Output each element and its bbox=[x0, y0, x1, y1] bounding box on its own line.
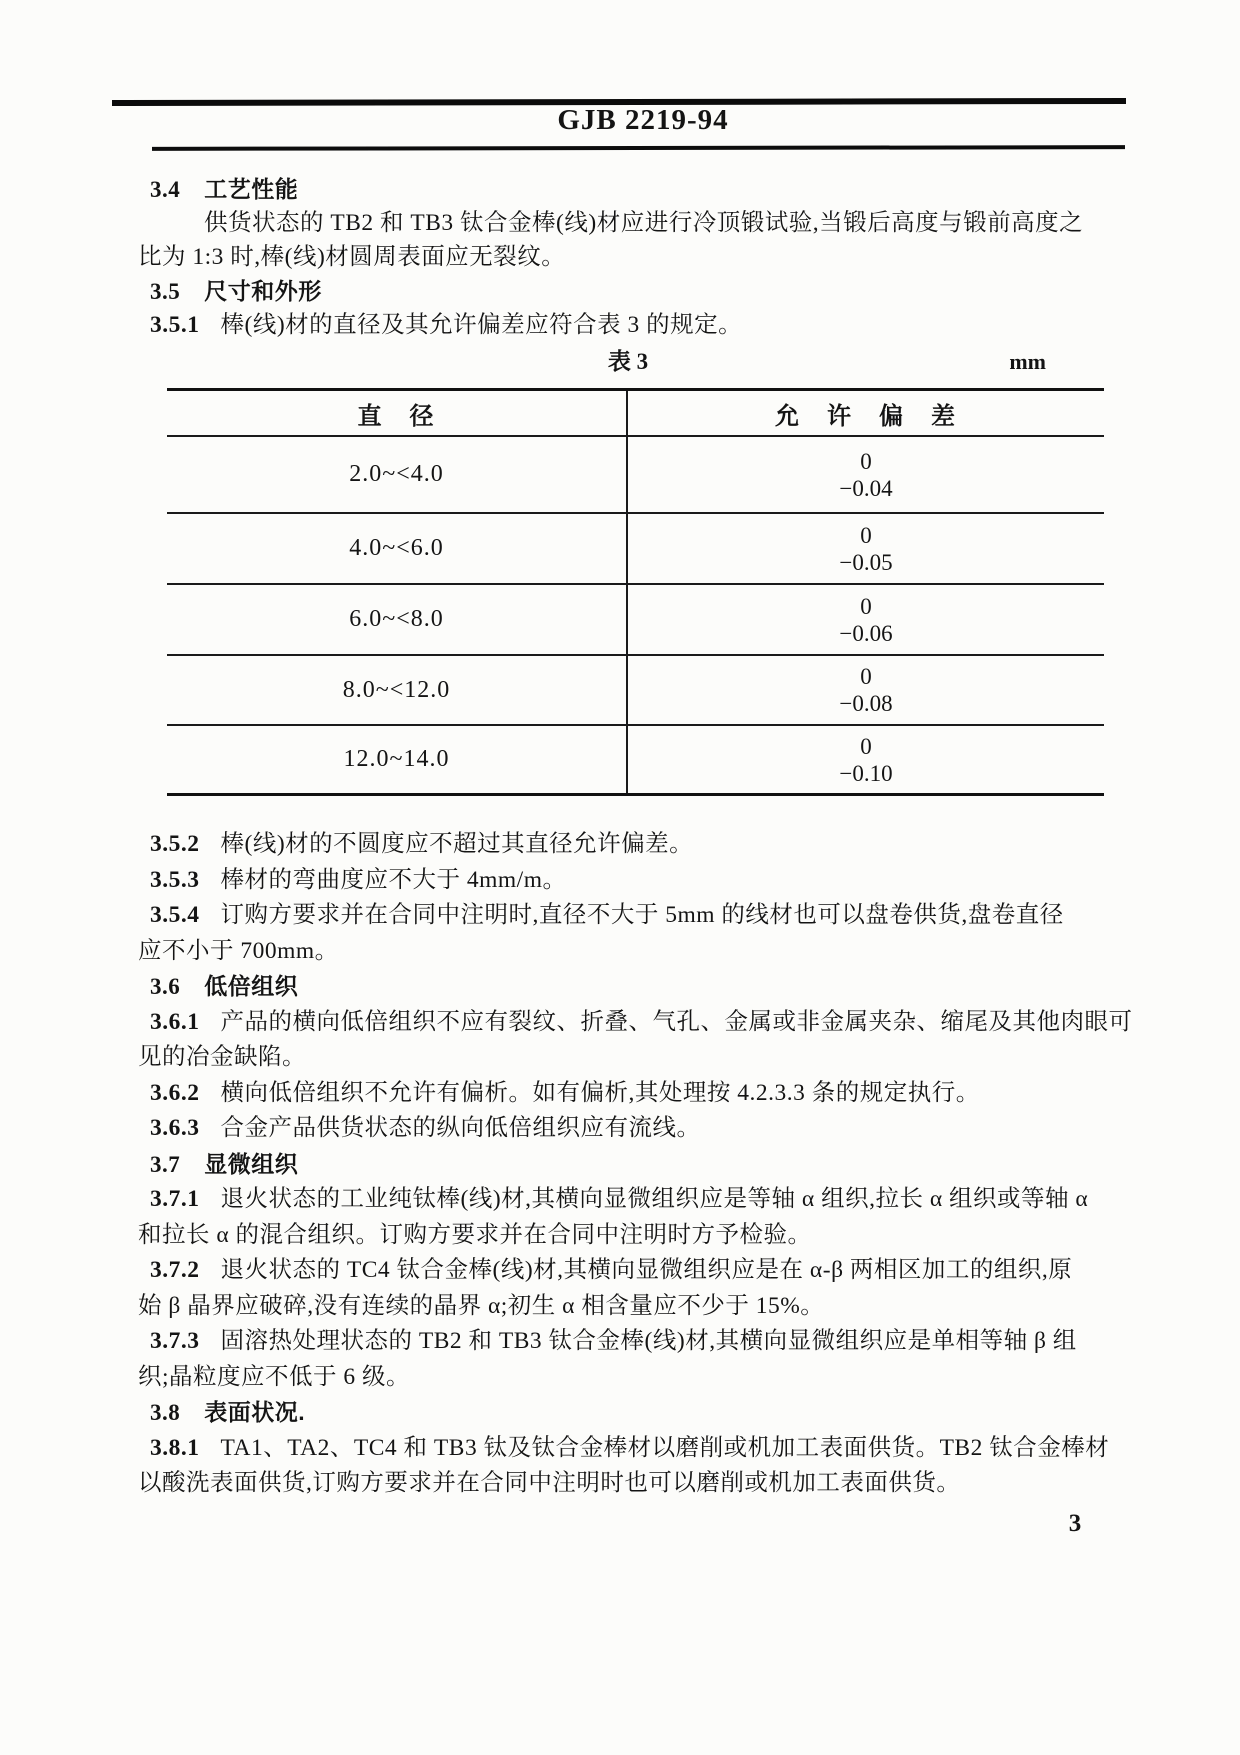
paragraph-text: 退火状态的 TC4 钛合金棒(线)材,其横向显微组织应是在 α-β 两相区加工的组织,原 bbox=[220, 1257, 1073, 1283]
paragraph-text: 见的冶金缺陷。 bbox=[138, 1044, 306, 1070]
page-number: 3 bbox=[1068, 1510, 1082, 1537]
paragraph-line bbox=[0, 1253, 1240, 1289]
doc-number: GJB 2219-94 bbox=[557, 104, 729, 136]
section-heading bbox=[0, 274, 1240, 308]
paragraph-text: 固溶热处理状态的 TB2 和 TB3 钛合金棒(线)材,其横向显微组织应是单相等轴 β 组 bbox=[220, 1328, 1077, 1354]
clause-number: 3.8.1 bbox=[150, 1434, 200, 1461]
paragraph-text: 横向低倍组织不允许有偏析。如有偏析,其处理按 4.2.3.3 条的规定执行。 bbox=[220, 1079, 980, 1106]
paragraph-line bbox=[0, 1289, 1240, 1325]
deviation-upper: 0 bbox=[860, 733, 872, 759]
section-title: 表面状况. bbox=[204, 1399, 306, 1425]
section-heading bbox=[0, 969, 1240, 1005]
clause-number: 3.6.2 bbox=[150, 1079, 200, 1106]
table-row bbox=[167, 512, 1104, 583]
paragraph-text: 合金产品供货状态的纵向低倍组织应有流线。 bbox=[220, 1115, 701, 1141]
paragraph-line bbox=[0, 1324, 1240, 1360]
section-title: 工艺性能 bbox=[204, 176, 299, 202]
table-caption-row bbox=[152, 345, 1104, 379]
section-heading bbox=[0, 1395, 1240, 1431]
paragraph-text: 产品的横向低倍组织不应有裂纹、折叠、气孔、金属或非金属夹杂、缩尾及其他肉眼可 bbox=[220, 1008, 1133, 1035]
deviation-cell bbox=[626, 656, 1104, 724]
deviation-upper: 0 bbox=[860, 593, 872, 619]
section-title: 尺寸和外形 bbox=[204, 278, 322, 304]
deviation-upper: 0 bbox=[860, 664, 872, 689]
paragraph-text: TA1、TA2、TC4 和 TB3 钛及钛合金棒材以磨削或机加工表面供货。TB2 钛合金棒材 bbox=[220, 1434, 1110, 1461]
column-header-diameter: 直 径 bbox=[357, 403, 436, 430]
deviation-cell bbox=[626, 585, 1104, 654]
paragraph-line bbox=[0, 1076, 1240, 1112]
column-header-deviation: 允 许 偏 差 bbox=[626, 391, 1104, 435]
clause-number: 3.5.3 bbox=[150, 866, 200, 893]
paragraph-line bbox=[0, 1111, 1240, 1147]
diameter-value: 8.0~<12.0 bbox=[342, 676, 451, 703]
deviation-cell bbox=[626, 514, 1104, 583]
paragraph-line bbox=[0, 1360, 1240, 1396]
section-title: 显微组织 bbox=[204, 1150, 299, 1177]
paragraph-line bbox=[0, 1218, 1240, 1254]
table-unit-label: mm bbox=[1009, 349, 1046, 374]
paragraph-line bbox=[0, 308, 1240, 342]
paragraph-text: 棒(线)材的不圆度应不超过其直径允许偏差。 bbox=[220, 831, 694, 857]
paragraph-line bbox=[0, 1182, 1240, 1218]
paragraph-text: 始 β 晶界应破碎,没有连续的晶界 α;初生 α 相含量应不少于 15%。 bbox=[138, 1292, 825, 1319]
deviation-lower: −0.08 bbox=[839, 691, 893, 716]
table-row bbox=[167, 724, 1104, 793]
deviation-cell bbox=[626, 437, 1104, 512]
paragraph-line bbox=[0, 1466, 1240, 1502]
paragraph-text: 织;晶粒度应不低于 6 级。 bbox=[138, 1363, 411, 1390]
paragraph-line bbox=[0, 898, 1240, 934]
paragraph-line bbox=[0, 827, 1240, 863]
deviation-lower: −0.04 bbox=[839, 475, 893, 501]
diameter-tolerance-table bbox=[167, 388, 1104, 796]
clause-number: 3.5.2 bbox=[150, 831, 200, 857]
clause-number: 3.5.4 bbox=[150, 902, 200, 928]
diameter-value: 12.0~14.0 bbox=[343, 746, 450, 772]
diameter-value: 6.0~<8.0 bbox=[349, 606, 444, 632]
paragraph-text: 和拉长 α 的混合组织。订购方要求并在合同中注明时方予检验。 bbox=[138, 1221, 812, 1248]
content-upper bbox=[0, 172, 1240, 342]
paragraph-line bbox=[0, 206, 1240, 240]
section-heading bbox=[0, 1147, 1240, 1183]
clause-number: 3.7.3 bbox=[150, 1328, 200, 1354]
section-number: 3.8 bbox=[150, 1400, 181, 1425]
deviation-cell bbox=[626, 726, 1104, 793]
deviation-lower: −0.10 bbox=[839, 760, 893, 786]
paragraph-line bbox=[0, 240, 1240, 274]
table-row bbox=[167, 435, 1104, 512]
deviation-upper: 0 bbox=[860, 448, 872, 474]
paragraph-text: 供货状态的 TB2 和 TB3 钛合金棒(线)材应进行冷顶锻试验,当锻后高度与锻前高度之 bbox=[204, 210, 1084, 236]
paragraph-line bbox=[0, 1040, 1240, 1076]
paragraph-line bbox=[0, 1005, 1240, 1041]
paragraph-line bbox=[0, 1431, 1240, 1467]
section-title: 低倍组织 bbox=[204, 973, 299, 999]
table-row bbox=[167, 583, 1104, 654]
table-row bbox=[167, 654, 1104, 724]
clause-number: 3.7.1 bbox=[150, 1186, 200, 1212]
paragraph-line bbox=[0, 934, 1240, 970]
table-caption: 表 3 bbox=[607, 349, 649, 374]
diameter-value: 4.0~<6.0 bbox=[349, 535, 444, 561]
section-number: 3.7 bbox=[150, 1151, 181, 1177]
paragraph-text: 以酸洗表面供货,订购方要求并在合同中注明时也可以磨削或机加工表面供货。 bbox=[138, 1470, 961, 1496]
section-number: 3.5 bbox=[150, 279, 181, 304]
section-number: 3.4 bbox=[150, 177, 181, 202]
paragraph-text: 比为 1:3 时,棒(线)材圆周表面应无裂纹。 bbox=[138, 244, 566, 270]
paragraph-text: 订购方要求并在合同中注明时,直径不大于 5mm 的线材也可以盘卷供货,盘卷直径 bbox=[220, 902, 1064, 928]
content-lower bbox=[0, 827, 1240, 1502]
paragraph-text: 棒(线)材的直径及其允许偏差应符合表 3 的规定。 bbox=[220, 312, 743, 338]
clause-number: 3.6.1 bbox=[150, 1008, 200, 1035]
clause-number: 3.6.3 bbox=[150, 1115, 200, 1141]
deviation-upper: 0 bbox=[860, 522, 872, 548]
section-number: 3.6 bbox=[150, 974, 181, 999]
clause-number: 3.5.1 bbox=[150, 312, 200, 338]
paragraph-text: 应不小于 700mm。 bbox=[138, 937, 339, 964]
paragraph-text: 退火状态的工业纯钛棒(线)材,其横向显微组织应是等轴 α 组织,拉长 α 组织或等轴 α bbox=[220, 1186, 1089, 1212]
deviation-lower: −0.05 bbox=[839, 549, 893, 575]
paragraph-line bbox=[0, 863, 1240, 899]
section-heading bbox=[0, 172, 1240, 206]
diameter-value: 2.0~<4.0 bbox=[349, 461, 444, 487]
deviation-lower: −0.06 bbox=[839, 620, 893, 646]
paragraph-text: 棒材的弯曲度应不大于 4mm/m。 bbox=[220, 866, 567, 893]
table-header-row bbox=[167, 391, 1104, 435]
clause-number: 3.7.2 bbox=[150, 1257, 200, 1283]
header-rule bbox=[152, 145, 1125, 151]
